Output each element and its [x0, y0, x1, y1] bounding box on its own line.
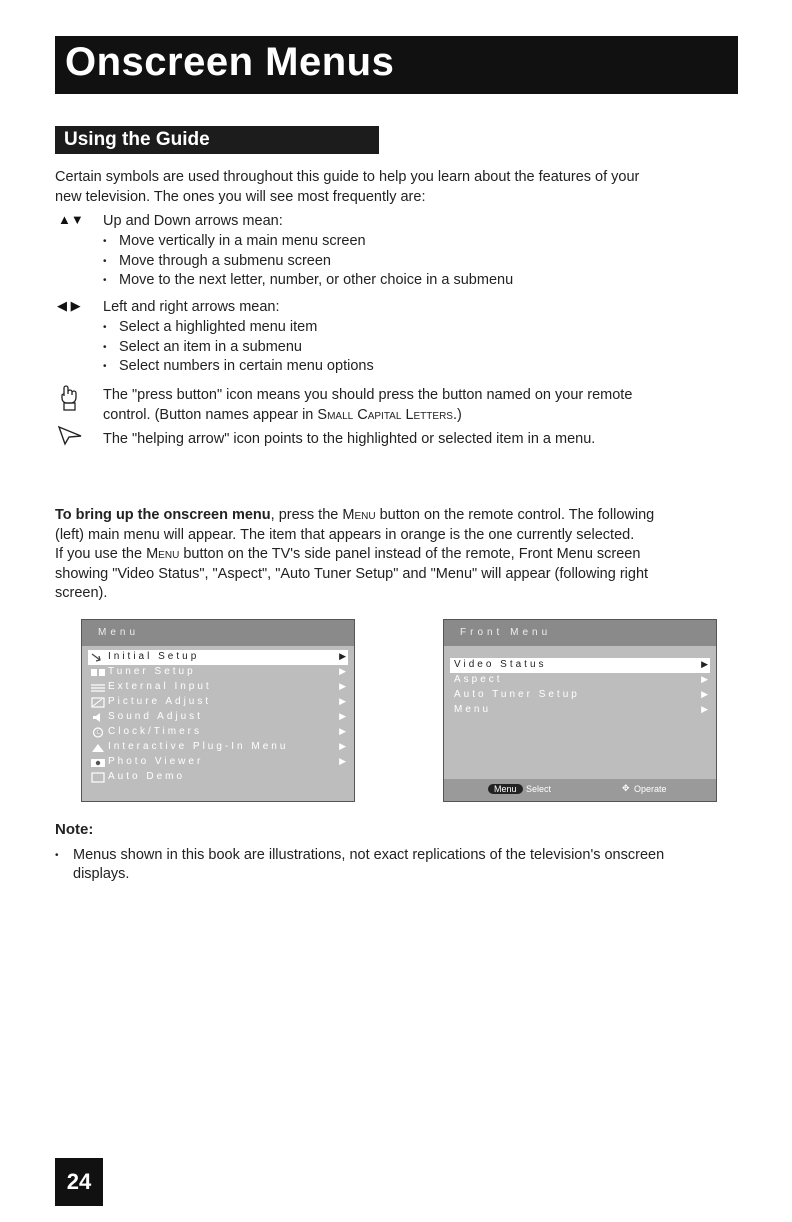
- chevron-right-icon: ▶: [339, 756, 346, 766]
- menu-button-name: Menu: [342, 507, 376, 523]
- page-title-bar: [55, 36, 738, 94]
- chevron-right-icon: ▶: [701, 689, 708, 699]
- list-item: • Move vertically in a main menu screen: [103, 232, 513, 252]
- menu-item-label: Video Status: [454, 659, 547, 670]
- menu-key-badge: Menu: [488, 784, 523, 794]
- menu-item-picture-adjust[interactable]: [88, 695, 348, 710]
- text-span: If you use the: [55, 546, 147, 562]
- camera-icon: [90, 757, 106, 768]
- demo-icon: [90, 772, 106, 783]
- hand-icon: [90, 652, 106, 663]
- bring-up-line-4: showing "Video Status", "Aspect", "Auto Tuner Setup" and "Menu" will appear (following right: [55, 566, 649, 582]
- list-item: • Move to the next letter, number, or other choice in a submenu: [103, 271, 513, 291]
- menu-item-label: Picture Adjust: [108, 696, 212, 707]
- operate-label: Operate: [634, 784, 667, 794]
- updown-list: [103, 232, 513, 291]
- screen-footer: [444, 779, 716, 801]
- press-button-icon: [58, 382, 82, 412]
- leftright-label: Left and right arrows mean:: [103, 299, 280, 315]
- list-item: • Select an item in a submenu: [103, 338, 374, 358]
- chevron-right-icon: ▶: [339, 696, 346, 706]
- menu-item-label: Auto Demo: [108, 771, 186, 782]
- input-icon: [90, 682, 106, 693]
- menu-item-external-input[interactable]: [88, 680, 348, 695]
- screen-title: Front Menu: [460, 627, 552, 638]
- list-item: • Move through a submenu screen: [103, 252, 513, 272]
- bring-up-line-3: [55, 545, 640, 565]
- main-menu-screen: [81, 619, 355, 802]
- menu-item-label: Sound Adjust: [108, 711, 203, 722]
- front-menu-item-aspect[interactable]: [450, 673, 710, 688]
- plug-icon: [90, 742, 106, 753]
- bring-up-line-2: (left) main menu will appear. The item that appears in orange is the one currently selected.: [55, 527, 635, 543]
- chevron-right-icon: ▶: [339, 651, 346, 661]
- page-number: 24: [55, 1158, 103, 1206]
- text-span: , press the: [270, 507, 343, 523]
- text-span: .): [452, 407, 462, 423]
- section-title: Using the Guide: [64, 129, 210, 150]
- menu-item-initial-setup[interactable]: [88, 650, 348, 665]
- list-item: • Select numbers in certain menu options: [103, 357, 374, 377]
- text-span: button on the TV's side panel instead of the remote, Front Menu screen: [179, 546, 641, 562]
- press-button-line-1: The "press button" icon means you should press the button named on your remote: [103, 387, 633, 403]
- bullet: •: [55, 850, 59, 861]
- clock-icon: [90, 727, 106, 738]
- screen-header: [444, 620, 716, 646]
- menu-item-label: Menu: [454, 704, 492, 715]
- screen-header: [82, 620, 354, 646]
- menu-item-label: Interactive Plug-In Menu: [108, 741, 289, 752]
- operate-arrows-icon: ✥: [622, 783, 630, 793]
- up-down-arrows-icon: ▲▼: [58, 212, 84, 227]
- menu-button-name: Menu: [146, 546, 180, 562]
- chevron-right-icon: ▶: [339, 711, 346, 721]
- note-line-1: [55, 846, 664, 866]
- menu-item-label: External Input: [108, 681, 212, 692]
- text-span: Menus shown in this book are illustrations, not exact replications of the television's onscreen: [73, 847, 665, 863]
- bring-up-line-1: [55, 506, 654, 526]
- menu-item-label: Clock/Timers: [108, 726, 202, 737]
- chevron-right-icon: ▶: [339, 666, 346, 676]
- chevron-right-icon: ▶: [339, 741, 346, 751]
- note-title: Note:: [55, 821, 94, 838]
- small-caps-text: Small Capital Letters: [317, 407, 453, 423]
- menu-item-auto-demo[interactable]: [88, 770, 348, 785]
- front-menu-item-menu[interactable]: [450, 703, 710, 718]
- chevron-right-icon: ▶: [339, 681, 346, 691]
- helping-arrow-text: The "helping arrow" icon points to the highlighted or selected item in a menu.: [103, 431, 596, 447]
- chevron-right-icon: ▶: [701, 659, 708, 669]
- screen-title: Menu: [98, 627, 140, 638]
- helping-arrow-icon: [56, 424, 84, 446]
- menu-item-label: Initial Setup: [108, 651, 200, 662]
- menu-item-label: Photo Viewer: [108, 756, 204, 767]
- intro-line-1: Certain symbols are used throughout this guide to help you learn about the features of your: [55, 169, 640, 185]
- front-menu-screen: [443, 619, 717, 802]
- page-title: Onscreen Menus: [65, 40, 395, 84]
- press-button-line-2: [103, 406, 462, 426]
- bring-up-line-5: screen).: [55, 585, 108, 601]
- chevron-right-icon: ▶: [701, 704, 708, 714]
- chevron-right-icon: ▶: [339, 726, 346, 736]
- menu-item-photo-viewer[interactable]: [88, 755, 348, 770]
- front-menu-item-auto-tuner-setup[interactable]: [450, 688, 710, 703]
- picture-icon: [90, 697, 106, 708]
- updown-label: Up and Down arrows mean:: [103, 213, 283, 229]
- bold-lead: To bring up the onscreen menu: [55, 507, 271, 523]
- menu-item-label: Tuner Setup: [108, 666, 196, 677]
- intro-line-2: new television. The ones you will see most frequently are:: [55, 189, 426, 205]
- list-item: • Select a highlighted menu item: [103, 318, 374, 338]
- menu-item-tuner-setup[interactable]: [88, 665, 348, 680]
- section-header: [55, 126, 379, 154]
- front-menu-item-video-status[interactable]: [450, 658, 710, 673]
- left-right-arrows-icon: ◀ ▶: [57, 298, 81, 313]
- menu-item-interactive-plug-in[interactable]: [88, 740, 348, 755]
- text-span: control. (Button names appear in: [103, 407, 318, 423]
- menu-item-label: Aspect: [454, 674, 503, 685]
- tuner-icon: [90, 667, 106, 678]
- chevron-right-icon: ▶: [701, 674, 708, 684]
- text-span: button on the remote control. The following: [375, 507, 655, 523]
- note-line-2: displays.: [73, 866, 130, 882]
- leftright-list: [103, 318, 374, 377]
- select-label: Select: [526, 784, 552, 794]
- menu-item-sound-adjust[interactable]: [88, 710, 348, 725]
- menu-item-label: Auto Tuner Setup: [454, 689, 580, 700]
- sound-icon: [90, 712, 106, 723]
- menu-item-clock-timers[interactable]: [88, 725, 348, 740]
